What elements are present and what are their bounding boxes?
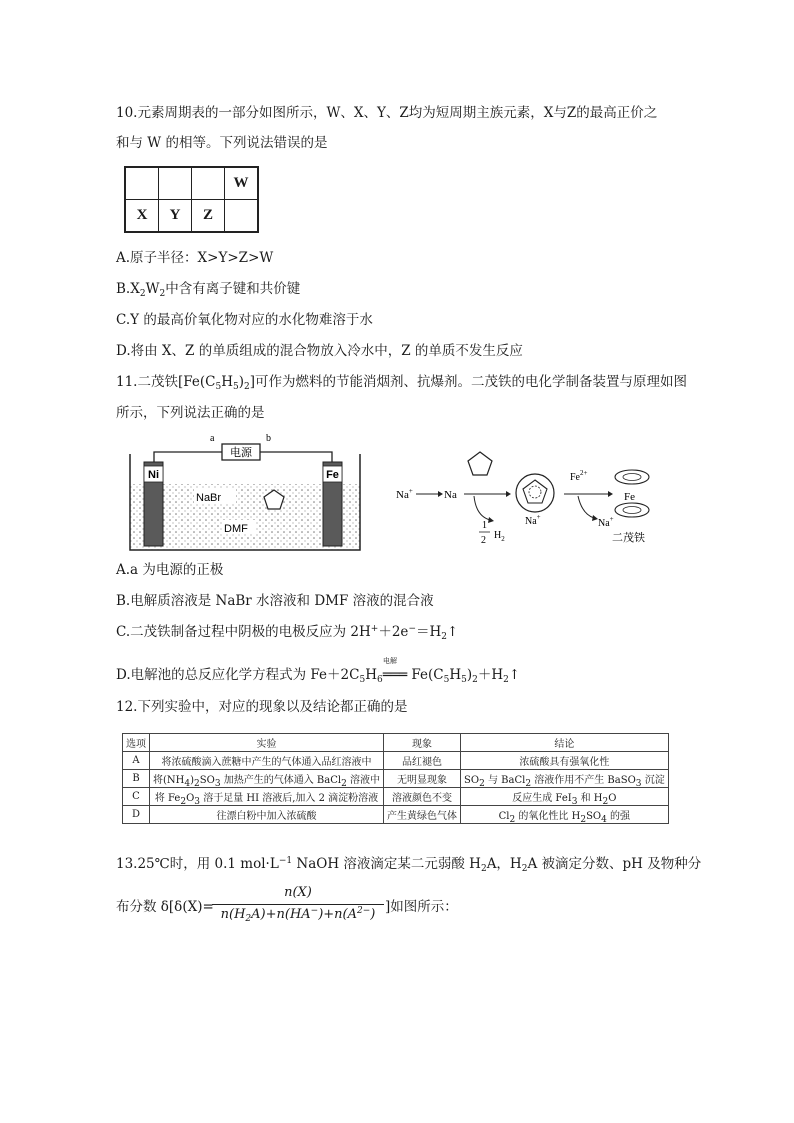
cell-conclusion: 浓硫酸具有强氧化性 <box>461 752 669 770</box>
header-option: 选项 <box>123 734 150 752</box>
power-label: 电源 <box>230 446 252 459</box>
nabr-label: NaBr <box>196 492 222 504</box>
pt-cell <box>159 167 192 200</box>
cyclopentadiene-icon <box>468 452 492 475</box>
cell-phenomenon: 品红褪色 <box>384 752 461 770</box>
q10-stem-line1: 10.元素周期表的一部分如图所示，W、X、Y、Z均为短周期主族元素，X与Z的最高正价之 <box>116 105 658 121</box>
mech-na-plus2: Na+ <box>525 513 541 527</box>
cell-conclusion: 反应生成 FeI$_3$ 和 $H_2O$ <box>461 788 669 806</box>
q11-option-b: B.电解质溶液是 NaBr 水溶液和 DMF 溶液的混合液 <box>116 593 434 609</box>
table-row <box>123 806 669 824</box>
terminal-a-label: a <box>210 433 215 444</box>
electrolysis-condition: 电解 <box>383 657 397 665</box>
cell-phenomenon: 产生黄绿色气体 <box>384 806 461 824</box>
mech-na-plus3: Na+ <box>598 515 614 529</box>
periodic-table-fragment <box>124 166 259 233</box>
fraction-numerator: n(X) <box>284 885 312 900</box>
table-row <box>123 788 669 806</box>
header-conclusion: 结论 <box>461 734 669 752</box>
ferrocene-fe: Fe <box>624 491 635 503</box>
cell-phenomenon: 溶液颜色不变 <box>384 788 461 806</box>
q11-option-a: A.a 为电源的正极 <box>116 562 224 578</box>
ferrocene-label: 二茂铁 <box>612 531 645 544</box>
experiment-table <box>122 733 669 824</box>
ferrocene-bottom-ring <box>615 503 649 517</box>
cell-experiment: 将$(NH_4)_2SO_3$ 加热产生的气体通入 BaCl$_2$ 溶液中 <box>150 770 384 788</box>
ferrocene-top-ring <box>615 470 649 484</box>
q11-option-d: D.电解池的总反应化学方程式为 $Fe+2C_5H_6═══$ $Fe(C_5H_5)_2+H_2↑$ <box>116 667 521 685</box>
pt-cell <box>125 167 159 200</box>
fraction-denominator: $n(H_2A)+n(HA^-)+n(A^{2-})$ <box>220 906 376 924</box>
q13-stem-line2-suffix: ]如图所示： <box>385 899 458 915</box>
fraction-bar <box>212 904 384 905</box>
cell-phenomenon: 无明显现象 <box>384 770 461 788</box>
pt-cell <box>192 167 225 200</box>
table-row <box>123 770 669 788</box>
terminal-b-label: b <box>266 433 271 444</box>
q11-stem-line1: 11.二茂铁$[Fe(C_5H_5)_2]$可作为燃料的节能消烟剂、抗爆剂。二茂铁的电化学制备装置与原理如图 <box>116 374 687 392</box>
q11-option-c: C.二茂铁制备过程中阴极的电极反应为 $2H^++2e^-=H_2↑$ <box>116 624 459 642</box>
half-num: 1 <box>482 520 487 531</box>
cell-option: A <box>123 752 150 770</box>
header-phenomenon: 现象 <box>384 734 461 752</box>
h2-label: $H_2$ <box>494 530 505 543</box>
electrolysis-cell-diagram <box>126 428 366 552</box>
q10-option-a: A.原子半径：X>Y>Z>W <box>116 250 274 266</box>
pt-cell-z: Z <box>192 200 225 233</box>
mechanism-diagram <box>394 440 684 560</box>
pt-cell-x: X <box>125 200 159 233</box>
q13-stem-line2-prefix: 布分数 δ[δ(X)= <box>116 899 214 915</box>
q13-stem-line1: 13.25℃时，用 0.1 $mol\cdot L^{-1}$ NaOH 溶液滴定某二元弱酸 $H_2A$，$H_2A$ 被滴定分数、pH 及物种分 <box>116 856 702 874</box>
header-experiment: 实验 <box>150 734 384 752</box>
cell-experiment: 将 $Fe_2O_3$ 溶于足量 HI 溶液后,加入 2 滴淀粉溶液 <box>150 788 384 806</box>
cell-option: B <box>123 770 150 788</box>
pt-cell-w: W <box>225 167 259 200</box>
cell-option: D <box>123 806 150 824</box>
cell-conclusion-text: 反应生成 FeI <box>512 793 572 804</box>
wire-right <box>260 452 332 462</box>
mech-na-plus: Na+ <box>396 487 413 501</box>
q10-option-b: $B.X_2W_2$中含有离子键和共价键 <box>116 281 301 299</box>
q10-option-d: D.将由 X、Z 的单质组成的混合物放入冷水中，Z 的单质不发生反应 <box>116 343 523 359</box>
fe-label: Fe <box>326 469 339 481</box>
q10-option-c: C.Y 的最高价氧化物对应的水化物难溶于水 <box>116 312 373 328</box>
pt-cell-y: Y <box>159 200 192 233</box>
cell-experiment: 往漂白粉中加入浓硫酸 <box>150 806 384 824</box>
dmf-label: DMF <box>224 523 248 535</box>
cell-experiment: 将浓硫酸滴入蔗糖中产生的气体通入品红溶液中 <box>150 752 384 770</box>
pt-cell <box>225 200 259 233</box>
wire-left <box>154 452 222 462</box>
ni-label: Ni <box>148 469 159 481</box>
q10-stem-line2: 和与 W 的相等。下列说法错误的是 <box>116 135 328 151</box>
cell-conclusion: $Cl_2$ 的氧化性比 $H_2SO_4$ 的强 <box>461 806 669 824</box>
table-header-row <box>123 734 669 752</box>
q12-stem: 12.下列实验中，对应的现象以及结论都正确的是 <box>116 699 408 715</box>
half-den: 2 <box>481 535 486 546</box>
q11-stem-line2: 所示，下列说法正确的是 <box>116 405 265 421</box>
table-row <box>123 752 669 770</box>
cell-option: C <box>123 788 150 806</box>
mech-fe2plus: $Fe^{2+}$ <box>570 469 588 483</box>
cell-conclusion: $SO_2$ 与 BaCl$_2$ 溶液作用不产生 BaSO$_3$ 沉淀 <box>461 770 669 788</box>
mech-na: Na <box>444 489 457 501</box>
q10-option-b-prefix: B. <box>116 281 131 297</box>
